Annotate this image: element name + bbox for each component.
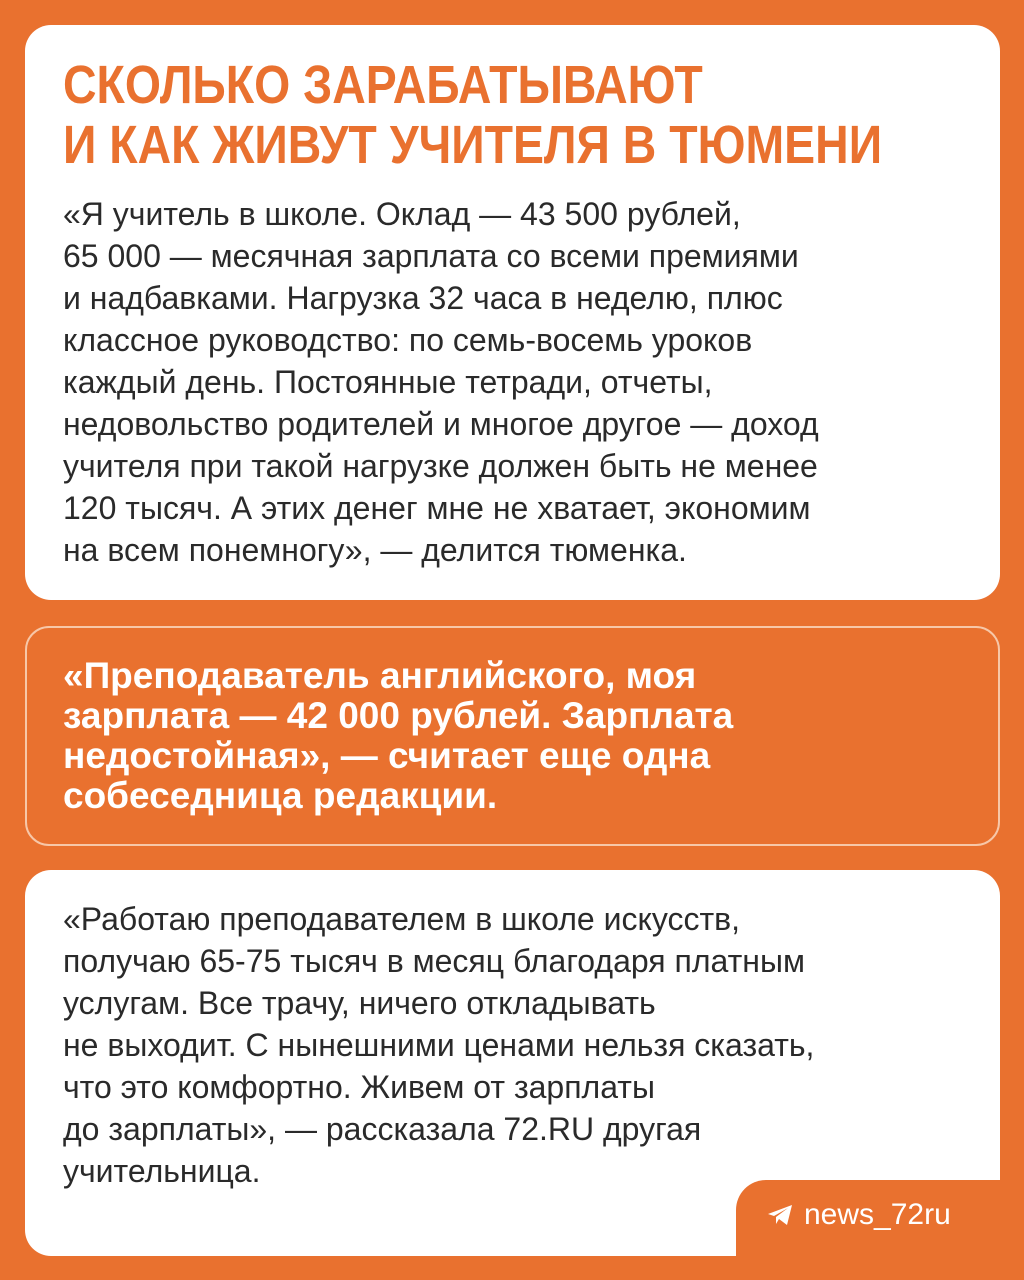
quote-1-line: на всем понемногу», — делится тюменка.	[63, 532, 687, 568]
telegram-icon	[766, 1203, 794, 1227]
quote-1-line: и надбавками. Нагрузка 32 часа в неделю, плюс	[63, 280, 783, 316]
quote-2-line: не выходит. С нынешними ценами нельзя сказать,	[63, 1027, 815, 1063]
teacher-quote-2	[63, 898, 814, 1192]
intro-card	[25, 25, 1000, 600]
title-line-2: И КАК ЖИВУТ УЧИТЕЛЯ В ТЮМЕНИ	[63, 115, 883, 175]
quote-1-line: учителя при такой нагрузке должен быть не менее	[63, 448, 818, 484]
quote-1-line: 120 тысяч. А этих денег мне не хватает, экономим	[63, 490, 811, 526]
highlight-card	[25, 626, 1000, 846]
quote-1-line: 65 000 — месячная зарплата со всеми премиями	[63, 238, 799, 274]
quote-2-line: что это комфортно. Живем от зарплаты	[63, 1069, 655, 1105]
quote-2-line: услугам. Все трачу, ничего откладывать	[63, 985, 656, 1021]
teacher-quote-1	[63, 193, 819, 571]
title-line-1: СКОЛЬКО ЗАРАБАТЫВАЮТ	[63, 55, 703, 115]
channel-handle[interactable]: news_72ru	[804, 1198, 951, 1231]
highlight-quote	[63, 656, 733, 816]
quote-2-line: «Работаю преподавателем в школе искусств,	[63, 901, 741, 937]
quote-2-line: учительница.	[63, 1153, 261, 1189]
quote-2-line: до зарплаты», — рассказала 72.RU другая	[63, 1111, 702, 1147]
highlight-line: собеседница редакции.	[63, 775, 498, 816]
quote-1-line: классное руководство: по семь-восемь уроков	[63, 322, 753, 358]
highlight-line: зарплата — 42 000 рублей. Зарплата	[63, 695, 734, 736]
channel-tag-content[interactable]	[766, 1198, 951, 1232]
highlight-line: «Преподаватель английского, моя	[63, 655, 697, 696]
channel-tag[interactable]	[736, 1180, 1024, 1280]
page-title	[63, 55, 882, 175]
quote-2-line: получаю 65-75 тысяч в месяц благодаря платным	[63, 943, 805, 979]
highlight-line: недостойная», — считает еще одна	[63, 735, 711, 776]
quote-1-line: «Я учитель в школе. Оклад — 43 500 рублей,	[63, 196, 741, 232]
quote-1-line: недовольство родителей и многое другое — доход	[63, 406, 819, 442]
quote-1-line: каждый день. Постоянные тетради, отчеты,	[63, 364, 713, 400]
